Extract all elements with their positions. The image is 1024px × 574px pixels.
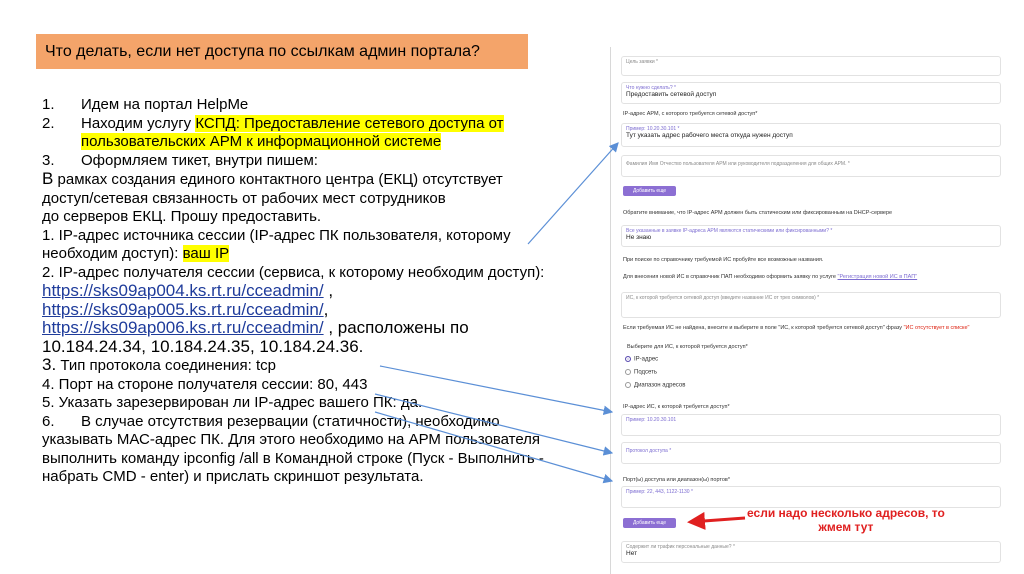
your-ip-highlight: ваш IP bbox=[182, 245, 230, 262]
annotation-note: если надо несколько адресов, то жмем тут bbox=[747, 506, 945, 534]
link-line: https://sks09ap005.ks.rt.ru/cceadmin/, bbox=[42, 299, 329, 319]
body-line: В рамках создания единого контактного центра (ЕКЦ) отсутствует bbox=[42, 169, 503, 188]
radio-ip[interactable]: IP-адрес bbox=[625, 356, 658, 363]
arrow-to-ipis-field bbox=[380, 366, 612, 412]
service-name: КСПД: Предоставление сетевого доступа от bbox=[195, 114, 504, 132]
notfound-text: Если требуемая ИС не найдена, внесите и выберите в поле "ИС, к которой требуется сетевой доступ" фразу "ИС отсутствует в списке" bbox=[623, 325, 970, 331]
cceadmin-link-1[interactable]: https://sks09ap004.ks.rt.ru/cceadmin/ bbox=[42, 281, 324, 300]
cceadmin-link-3[interactable]: https://sks09ap006.ks.rt.ru/cceadmin/ bbox=[42, 318, 324, 337]
pd-field[interactable]: Содержит ли трафик персональные данные? * Нет bbox=[621, 541, 1001, 563]
ports-label: Порт(ы) доступа или диапазон(ы) портов* bbox=[623, 477, 730, 483]
arrow-to-ip-field bbox=[528, 143, 618, 244]
radio-range[interactable]: Диапазон адресов bbox=[625, 382, 685, 389]
arrow-to-ports-field bbox=[375, 412, 612, 481]
pap-link[interactable]: "Регистрация новой ИС в ПАП" bbox=[837, 274, 918, 280]
protocol-field[interactable]: Протокол доступа * bbox=[621, 442, 1001, 464]
body-line: 1. IP-адрес источника сессии (IP-адрес ПК пользователя, которому bbox=[42, 226, 511, 244]
todo-field[interactable]: Что нужно сделать? * Предоставить сетевой доступ bbox=[621, 82, 1001, 104]
goal-field[interactable]: Цель заявки * bbox=[621, 56, 1001, 76]
add-more-ports-button[interactable]: Добавить еще bbox=[623, 518, 676, 528]
ports-field[interactable]: Пример: 22, 443, 1122-1130 * bbox=[621, 486, 1001, 508]
service-name-cont: пользовательских АРМ к информационной системе bbox=[81, 133, 442, 150]
is-field[interactable]: ИС, к которой требуется сетевой доступ (введите название ИС от трех символов) * bbox=[621, 292, 1001, 318]
ip-list: 10.184.24.34, 10.184.24.35, 10.184.24.36. bbox=[42, 336, 364, 356]
step-2: 2. Находим услугу КСПД: Предоставление сетевого доступа от bbox=[42, 114, 504, 132]
fio-field[interactable]: Фамилия Имя Отчество пользователя АРМ или руководителя подразделения для общих АРМ. * bbox=[621, 155, 1001, 177]
static-field[interactable]: Все указанные в заявке IP-адреса АРМ являются статическими или фиксированными? * Не знаю bbox=[621, 225, 1001, 247]
link-line: https://sks09ap004.ks.rt.ru/cceadmin/ , bbox=[42, 281, 334, 300]
body-line: 2. IP-адрес получателя сессии (сервиса, к которому необходим доступ): bbox=[42, 263, 545, 281]
body-line: 4. Порт на стороне получателя сессии: 80, 443 bbox=[42, 375, 368, 393]
ipis-field[interactable]: Пример: 10.20.30.101 bbox=[621, 414, 1001, 436]
body-line: 3. Тип протокола соединения: tcp bbox=[42, 355, 276, 374]
cceadmin-link-2[interactable]: https://sks09ap005.ks.rt.ru/cceadmin/ bbox=[42, 299, 324, 319]
body-line: 5. Указать зарезервирован ли IP-адрес вашего ПК: да. bbox=[42, 394, 423, 411]
choose-label: Выберите для ИС, к которой требуется доступ* bbox=[627, 344, 748, 350]
link-line: https://sks09ap006.ks.rt.ru/cceadmin/ , расположены по bbox=[42, 318, 469, 337]
red-arrow bbox=[690, 518, 745, 522]
body-line: до серверов ЕКЦ. Прошу предоставить. bbox=[42, 208, 322, 225]
ipis-label: IP-адрес ИС, к которой требуется доступ* bbox=[623, 404, 730, 410]
slide-title: Что делать, если нет доступа по ссылкам админ портала? bbox=[36, 34, 528, 69]
ip-field[interactable]: Пример: 10.20.30.101 * Тут указать адрес рабочего места откуда нужен доступ bbox=[621, 123, 1001, 147]
search-hint: При поиске по справочнику требуемой ИС пробуйте все возможные названия. bbox=[623, 257, 824, 263]
body-line: необходим доступ): ваш IP bbox=[42, 245, 230, 262]
add-more-button[interactable]: Добавить еще bbox=[623, 186, 676, 196]
ip-label: IP-адрес АРМ, с которого требуется сетевой доступ* bbox=[623, 111, 758, 117]
body-line: 6. В случае отсутствия резервации (статичности), необходимо bbox=[42, 412, 500, 430]
body-line: доступ/сетевая связанность от рабочих мест сотрудников bbox=[42, 189, 446, 207]
step-1: 1. Идем на портал HelpMe bbox=[42, 96, 249, 113]
radio-subnet[interactable]: Подсеть bbox=[625, 369, 657, 376]
arrow-to-protocol-field bbox=[375, 394, 612, 453]
body-line: выполнить команду ipconfig /all в Командной строке (Пуск - Выполнить - bbox=[42, 449, 544, 467]
step-3: 3. Оформляем тикет, внутри пишем: bbox=[42, 151, 318, 169]
body-line: набрать CMD - enter) и прислать скриншот результата. bbox=[42, 468, 424, 485]
body-line: указывать МАС-адрес ПК. Для этого необходимо на АРМ пользователя bbox=[42, 431, 541, 448]
pap-text: Для внесения новой ИС в справочник ПАП необходимо оформить заявку по услуге "Регистрация новой ИС в ПАП" bbox=[623, 274, 918, 280]
attention-text: Обратите внимание, что IP-адрес АРМ должен быть статическим или фиксированным на DHCP-сервере bbox=[623, 210, 893, 216]
